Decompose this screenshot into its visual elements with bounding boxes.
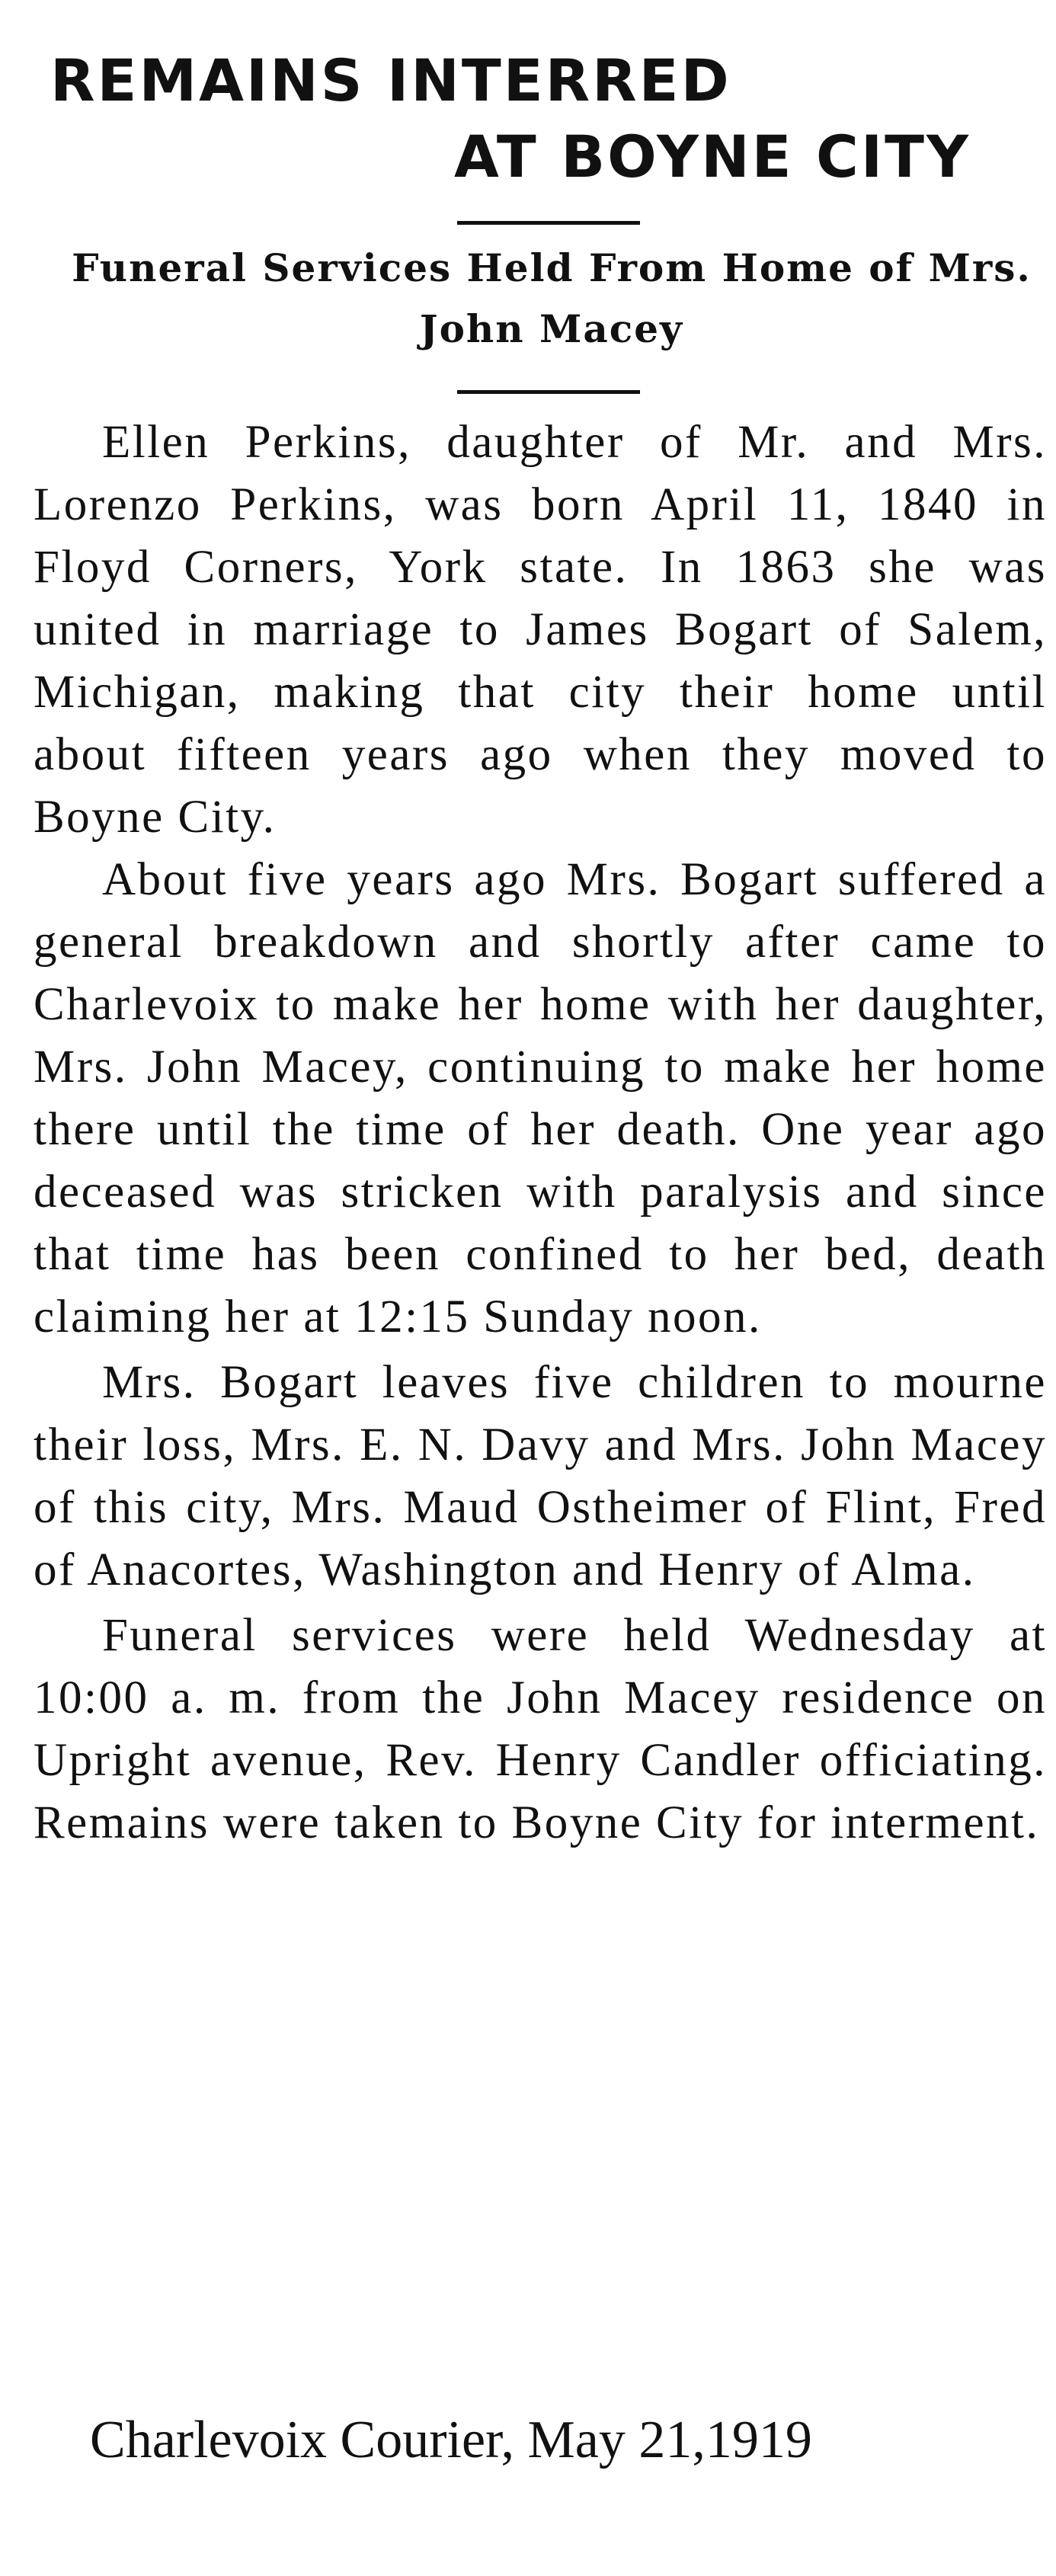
headline-divider-rule [457,221,640,225]
article-paragraph: Funeral services were held Wednesday at 10:00 a. m. from the John Macey residence on Upright avenue, Rev. Henry Candler officiating. Remains were taken to Boyne City for interment. [34,1610,1047,1848]
article-paragraph: About five years ago Mrs. Bogart suffered a general breakdown and shortly after came to Charlevoix to make her home with her daughter, Mrs. John Macey, continuing to make her home there until the time of her death. One year ago deceased was stricken with paralysis and since that time has been confined to her bed, death claiming her at 12:15 Sunday noon. [34,854,1047,1342]
headline-line-1: REMAINS INTERRED [50,46,731,114]
deck-divider-rule [457,390,640,394]
source-citation: Charlevoix Courier, May 21,1919 [90,2411,812,2469]
headline-line-2: AT BOYNE CITY [454,123,971,190]
subheadline-deck: Funeral Services Held From Home of Mrs. John Macey [72,245,1032,351]
article-body [34,411,1047,1854]
article-paragraph: Mrs. Bogart leaves five children to mourne their loss, Mrs. E. N. Davy and Mrs. John Macey of this city, Mrs. Maud Ostheimer of Flint, Fred of Anacortes, Washington and Henry of Alma. [34,1357,1047,1595]
article-paragraph: Ellen Perkins, daughter of Mr. and Mrs. Lorenzo Perkins, was born April 11, 1840 in Floyd Corners, York state. In 1863 she was united in marriage to James Bogart of Salem, Michigan, making that city their home until about fifteen years ago when they moved to Boyne City. [34,417,1047,843]
